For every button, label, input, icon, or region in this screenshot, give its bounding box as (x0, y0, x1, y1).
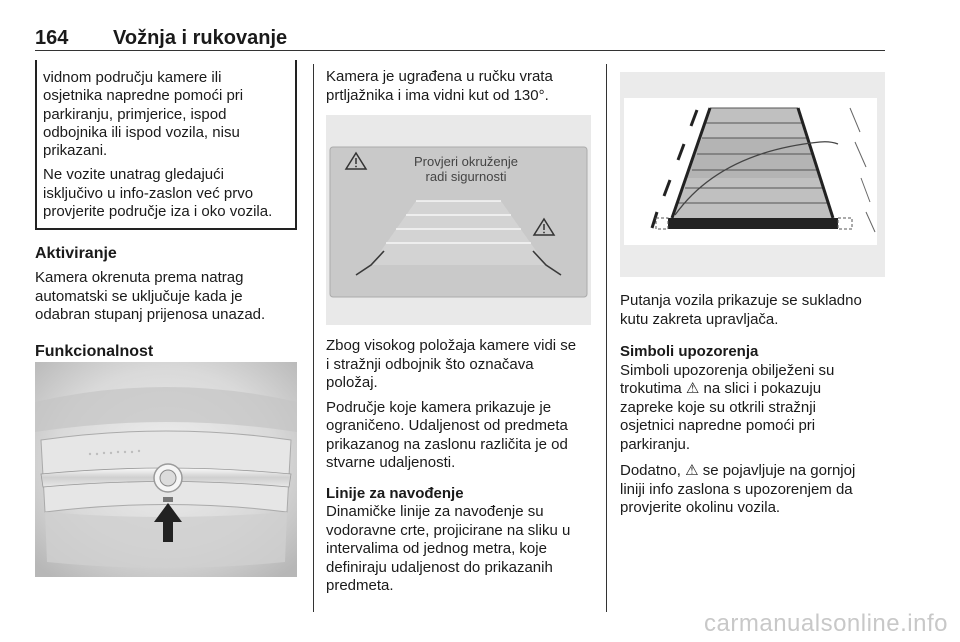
text-line: osjetnika napredne pomoći pri (43, 87, 244, 105)
activation-text (35, 269, 305, 325)
header-rule (35, 50, 885, 51)
column-divider-1 (313, 64, 314, 612)
symbols-text-rest (620, 399, 890, 455)
warning-triangle-icon: ⚠ (685, 380, 700, 397)
extra-line-1-post: se pojavljuje na gornjoj (702, 462, 856, 479)
section-view (326, 337, 601, 596)
symbols-line-2-post: na slici i pokazuju (703, 380, 822, 397)
path-text (620, 292, 890, 329)
camera-position-text (326, 337, 601, 393)
text-line: prikazanog na zaslonu različita je od (326, 435, 568, 453)
text-line: provjerite područje iza i oko vozila. (43, 203, 273, 221)
text-line: odabran stupanj prijenosa unazad. (35, 306, 266, 323)
column-divider-2 (606, 64, 607, 612)
text-line: i stražnji odbojnik što označava (326, 355, 534, 373)
heading-guidelines: Linije za navođenje (326, 484, 464, 502)
text-line: Kamera je ugrađena u ručku vrata (326, 68, 553, 85)
camera-range-text (326, 399, 601, 473)
heading-function: Funkcionalnost (35, 342, 154, 360)
text-line: Područje koje kamera prikazuje je (326, 398, 552, 416)
symbols-line-2 (620, 380, 890, 399)
text-line: zapreke koje su otkrili stražnji (620, 398, 816, 416)
text-line: Putanja vozila prikazuje se sukladno (620, 292, 862, 309)
symbols-line-2-pre: trokutima (620, 380, 682, 397)
section-activation (35, 245, 305, 361)
text-line: prikazani. (43, 142, 108, 160)
text-line: kutu zakreta upravljača. (620, 310, 779, 328)
text-line: parkiranju, primjerice, ispod (43, 105, 227, 123)
text-line: položaj. (326, 374, 378, 391)
warning-text-1 (43, 69, 295, 160)
camera-intro-text (326, 68, 596, 105)
text-line: provjerite okolinu vozila. (620, 499, 781, 516)
heading-activation: Aktiviranje (35, 245, 117, 262)
text-line: automatski se uključuje kada je (35, 287, 243, 305)
text-line: stvarne udaljenosti. (326, 454, 456, 471)
text-line: Dinamičke linije za navođenje su (326, 503, 544, 520)
section-symbols (620, 292, 890, 518)
warning-box (35, 60, 297, 230)
warning-triangle-icon: ⚠ (685, 462, 699, 479)
text-line: vodoravne crte, projicirane na sliku u (326, 521, 571, 539)
text-line: ograničeno. Udaljenost od predmeta (326, 417, 568, 434)
symbols-line-1: Simboli upozorenja obilježeni su (620, 361, 835, 379)
text-line: intervalima od jednog metra, koje (326, 540, 547, 557)
guidelines-diagram (620, 72, 885, 277)
screen-message-line1: Provjeri okruženje (413, 154, 519, 169)
warning-text-2 (43, 166, 295, 221)
text-line: osjetnici napredne pomoći pri (620, 417, 816, 434)
footer-watermark: carmanualsonline.info (704, 610, 948, 637)
heading-symbols: Simboli upozorenja (620, 343, 759, 360)
text-line: Ne vozite unatrag gledajući (43, 166, 224, 184)
camera-display-illustration (326, 115, 591, 325)
page-number: 164 (35, 27, 69, 49)
text-line: odbojnika ili ispod vozila, nisu (43, 123, 240, 141)
text-line: isključivo u info-zaslon već prvo (43, 184, 254, 202)
text-line: definiraju udaljenost do prikazanih (326, 558, 553, 576)
guidelines-text (326, 503, 601, 596)
text-line: Kamera okrenuta prema natrag (35, 269, 244, 286)
extra-text-rest (620, 481, 890, 518)
text-line: liniji info zaslona s upozorenjem da (620, 480, 853, 498)
extra-line-1 (620, 462, 890, 481)
chapter-title: Vožnja i rukovanje (113, 27, 288, 49)
text-line: prtljažnika i ima vidni kut od 130°. (326, 86, 549, 104)
text-line: vidnom području kamere ili (43, 69, 222, 86)
text-line: predmeta. (326, 577, 394, 594)
text-line: parkiranju. (620, 435, 691, 453)
extra-line-1-pre: Dodatno, (620, 462, 681, 479)
tailgate-camera-illustration (35, 362, 297, 577)
text-line: Zbog visokog položaja kamere vidi se (326, 337, 577, 354)
screen-message-line2: radi sigurnosti (425, 169, 507, 184)
